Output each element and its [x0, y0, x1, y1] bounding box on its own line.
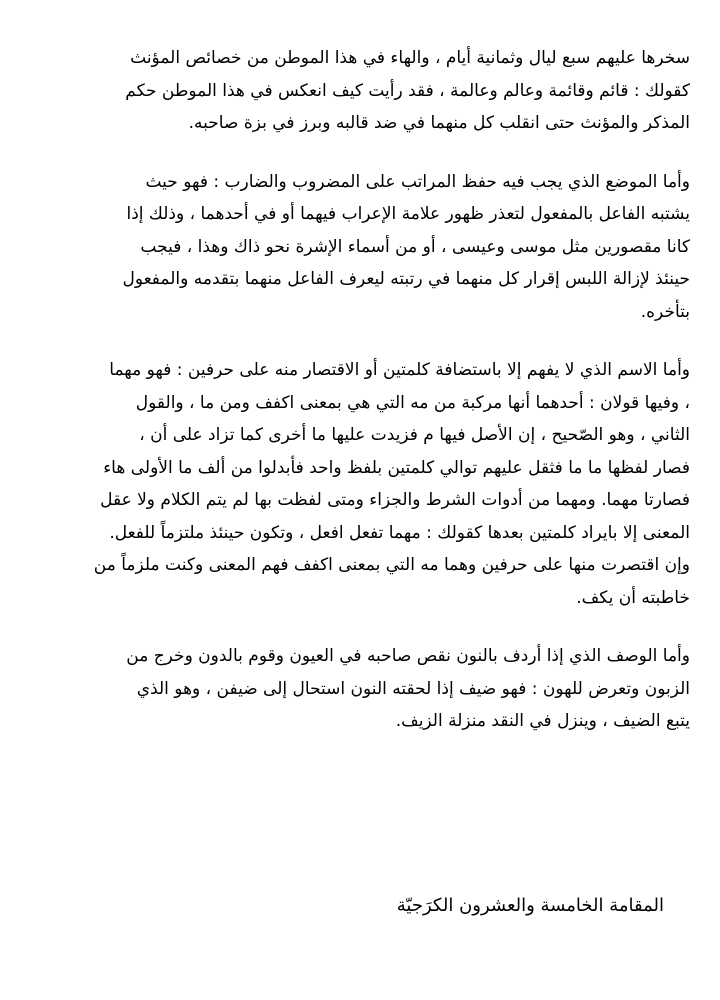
text-line: كقولك : قائم وقائمة وعالم وعالمة ، فقد رأيت كيف انعكس في هذا الموطن حكم	[125, 80, 690, 101]
text-line: وأما الموضع الذي يجب فيه حفظ المراتب على المضروب والضارب : فهو حيث	[145, 171, 690, 192]
paragraph-2	[54, 166, 690, 329]
text-line: فصار لفظها ما ما فثقل عليهم توالي كلمتين بلفظ واحد فأبدلوا من ألف ما الأولى هاء	[103, 457, 690, 478]
text-line: كانا مقصورين مثل موسى وعيسى ، أو من أسماء الإشرة نحو ذاك وهذا ، فيجب	[140, 236, 690, 257]
text-line: ، وفيها قولان : أحدهما أنها مركبة من مه التي هي بمعنى اكفف ومن ما ، والقول	[135, 392, 690, 413]
paragraph-4	[54, 640, 690, 738]
text-line: الثاني ، وهو الصّحيح ، إن الأصل فيها م فزيدت عليها ما أخرى كما تزاد على أن ،	[139, 425, 690, 445]
text-line: فصارتا مهما. ومهما من أدوات الشرط والجزاء ومتى لفظت بها لم يتم الكلام ولا عقل	[100, 490, 690, 510]
document-page	[54, 42, 690, 764]
maqama-title: المقامة الخامسة والعشرون الكرَجيّة	[396, 895, 664, 916]
text-line: وإن اقتصرت منها على حرفين وهما مه التي بمعنى اكفف فهم المعنى وكنت ملزماً من	[93, 555, 690, 575]
text-line: المذكر والمؤنث حتى انقلب كل منهما في ضد قالبه وبرز في بزة صاحبه.	[188, 113, 690, 133]
text-line: يشتبه الفاعل بالمفعول لتعذر ظهور علامة الإعراب فيهما أو في أحدهما ، وذلك إذا	[126, 204, 690, 224]
text-line: يتبع الضيف ، وينزل في النقد منزلة الزيف.	[395, 711, 690, 731]
text-line: سخرها عليهم سبع ليال وثمانية أيام ، والهاء في هذا الموطن من خصائص المؤنث	[130, 48, 690, 68]
text-line: المعنى إلا بايراد كلمتين بعدها كقولك : مهما تفعل افعل ، وتكون حينئذ ملتزماً للفعل.	[109, 522, 690, 543]
text-line: خاطبته أن يكف.	[576, 587, 690, 608]
paragraph-1	[54, 42, 690, 140]
text-line: حينئذ لإزالة اللبس إقرار كل منهما في رتبته ليعرف الفاعل منهما بتقدمه والمفعول	[122, 269, 690, 289]
text-line: وأما الوصف الذي إذا أردف بالنون نقص صاحبه في العيون وقوم بالدون وخرج من	[126, 646, 690, 666]
text-line: بتأخره.	[640, 301, 690, 322]
text-line: وأما الاسم الذي لا يفهم إلا باستضافة كلمتين أو الاقتصار منه على حرفين : فهو مهما	[109, 360, 690, 380]
paragraph-3	[54, 354, 690, 614]
text-line: الزبون وتعرض للهون : فهو ضيف إذا لحقته النون استحال إلى ضيفن ، وهو الذي	[136, 678, 690, 699]
